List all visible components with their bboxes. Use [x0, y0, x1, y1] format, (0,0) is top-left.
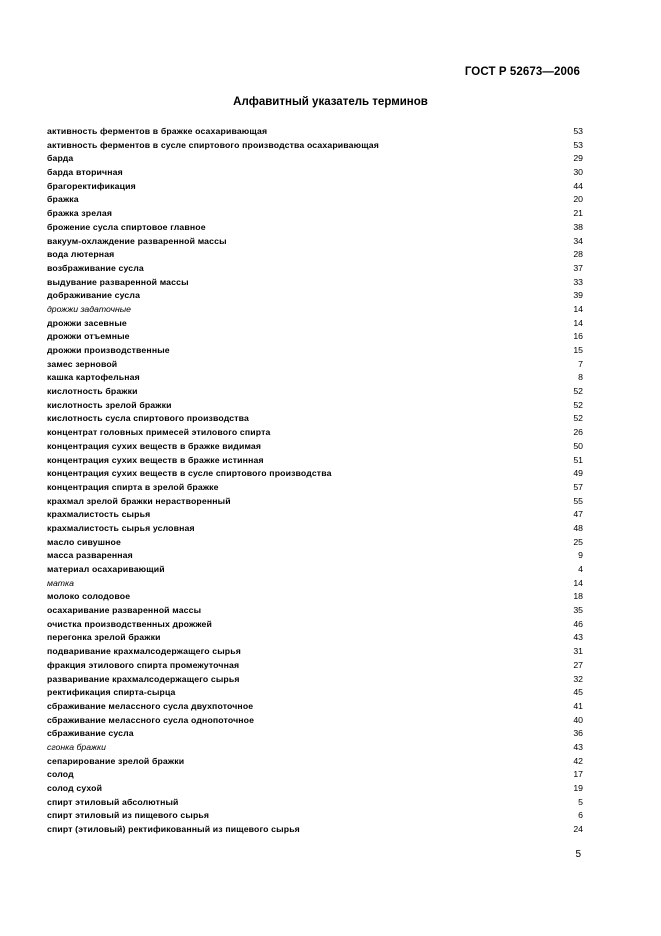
index-entry-page: 27 [573, 659, 583, 670]
index-entry-term: подваривание крахмалсодержащего сырья [47, 646, 241, 657]
index-entry-term: матка [47, 577, 74, 588]
index-entry [47, 727, 583, 741]
index-entry-page: 52 [573, 386, 583, 397]
index-entry-page: 52 [573, 413, 583, 424]
index-entry-page: 4 [578, 564, 583, 574]
index-entry [47, 604, 583, 618]
index-entry-page: 37 [573, 262, 583, 273]
index-entry [47, 768, 583, 782]
index-entry-page: 8 [578, 372, 583, 383]
index-entry [47, 193, 583, 207]
index-entry-term: барда [47, 153, 74, 164]
index-entry [47, 454, 583, 468]
index-entry-term: дображивание сусла [47, 290, 141, 301]
index-entry-term: спирт этиловый из пищевого сырья [47, 810, 210, 821]
index-entry-page: 26 [573, 427, 583, 438]
index-entry [47, 508, 583, 522]
index-entry-page: 32 [573, 673, 583, 684]
index-entry-page: 53 [573, 139, 583, 150]
index-entry-page: 15 [573, 345, 583, 355]
index-entry-term: вакуум-охлаждение разваренной массы [47, 235, 227, 246]
index-entry-term: замес зерновой [47, 358, 118, 369]
index-entry-page: 20 [573, 194, 583, 205]
index-entry-page: 33 [573, 276, 583, 287]
index-entry-page: 42 [573, 755, 583, 766]
index-entry-term: материал осахаривающий [47, 564, 165, 574]
index-entry [47, 426, 583, 440]
index-entry [47, 536, 583, 550]
index-entry [47, 659, 583, 673]
index-entry-page: 53 [573, 126, 583, 136]
index-entry [47, 440, 583, 454]
index-entry-term: сбраживание мелассного сусла однопоточное [47, 714, 255, 725]
index-entry [47, 152, 583, 166]
page-title: Алфавитный указатель терминов [233, 96, 428, 108]
index-entry-page: 28 [573, 249, 583, 260]
page-number: 5 [575, 849, 581, 860]
index-entry-page: 5 [578, 796, 583, 807]
index-entry [47, 809, 583, 823]
index-entry-page: 40 [573, 714, 583, 725]
index-entry-term: крахмалистость сырья [47, 509, 151, 520]
index-entry-term: концентрат головных примесей этилового спирта [47, 427, 271, 438]
index-entry [47, 248, 583, 262]
index-entry-page: 24 [573, 824, 583, 835]
index-entry-term: кашка картофельная [47, 372, 140, 383]
index-entry [47, 166, 583, 180]
index-entry-term: дрожжи засевные [47, 317, 127, 328]
index-entry-term: концентрация сухих веществ в сусле спиртового производства [47, 468, 332, 479]
index-entry-page: 43 [573, 632, 583, 643]
index-entry [47, 412, 583, 426]
index-entry-term: разваривание крахмалсодержащего сырья [47, 673, 240, 684]
index-entry [47, 741, 583, 755]
index-entry-term: брагоректификация [47, 180, 136, 191]
index-entry [47, 796, 583, 810]
index-entry-term: ректификация спирта-сырца [47, 687, 176, 698]
index-entry-page: 9 [578, 550, 583, 561]
index-entry [47, 303, 583, 317]
index-entry-page: 31 [573, 646, 583, 657]
index-entry-term: бражка [47, 194, 79, 205]
index-entry [47, 714, 583, 728]
index-entry [47, 276, 583, 290]
index-entry [47, 700, 583, 714]
index-entry-term: сбраживание сусла [47, 728, 134, 739]
index-entry-term: кислотность бражки [47, 386, 138, 397]
index-entry-term: брожение сусла спиртовое главное [47, 221, 206, 232]
index-entry-term: солод [47, 769, 74, 780]
index-entry-term: дрожжи производственные [47, 345, 170, 355]
index-entry-term: перегонка зрелой бражки [47, 632, 161, 643]
index-entry-term: кислотность сусла спиртового производства [47, 413, 250, 424]
index-entry [47, 590, 583, 604]
index-entry [47, 317, 583, 331]
index-entry-page: 17 [573, 769, 583, 780]
index-entry-page: 14 [573, 577, 583, 588]
index-entry-page: 21 [573, 208, 583, 219]
index-entry-term: сгонка бражки [47, 741, 106, 752]
index-entry-term: дрожжи отъемные [47, 331, 130, 342]
index-entry-term: бражка зрелая [47, 208, 113, 219]
index-entry-term: очистка производственных дрожжей [47, 618, 212, 629]
index-entry [47, 207, 583, 221]
index-entry-page: 45 [573, 687, 583, 698]
index-entry [47, 358, 583, 372]
index-entry [47, 330, 583, 344]
index-entry-page: 7 [578, 358, 583, 369]
index-entry [47, 289, 583, 303]
index-entry [47, 125, 583, 139]
index-entry [47, 618, 583, 632]
index-entry-page: 14 [573, 317, 583, 328]
index-entry-page: 57 [573, 481, 583, 492]
index-entry-term: активность ферментов в сусле спиртового производства осахаривающая [47, 139, 379, 150]
index-entry-term: активность ферментов в бражке осахаривающая [47, 126, 268, 136]
index-entry-page: 38 [573, 221, 583, 232]
index-entry-page: 50 [573, 440, 583, 451]
index-entry-page: 43 [573, 741, 583, 752]
index-entry-term: масло сивушное [47, 536, 121, 547]
index-entry [47, 563, 583, 577]
index-entry-page: 19 [573, 783, 583, 793]
index-entry-page: 36 [573, 728, 583, 739]
index-entry-term: дрожжи задаточные [47, 303, 131, 314]
index-entry [47, 481, 583, 495]
index-entry-page: 30 [573, 167, 583, 178]
index-entry-page: 44 [573, 180, 583, 191]
index-entry [47, 577, 583, 591]
index-entry-page: 51 [573, 454, 583, 465]
index-entry-term: солод сухой [47, 783, 103, 793]
index-entry-page: 25 [573, 536, 583, 547]
index-entry [47, 371, 583, 385]
index-entry [47, 221, 583, 235]
index-entry [47, 385, 583, 399]
index-entry [47, 782, 583, 796]
index-entry-term: крахмалистость сырья условная [47, 522, 195, 533]
index-entry-page: 6 [578, 810, 583, 821]
index-entry [47, 686, 583, 700]
index-entry-page: 47 [573, 509, 583, 520]
index-entry [47, 344, 583, 358]
index-entry-term: концентрация спирта в зрелой бражке [47, 481, 219, 492]
index-entry [47, 645, 583, 659]
index-entry-term: спирт этиловый абсолютный [47, 796, 179, 807]
index-entry [47, 755, 583, 769]
index-entry-term: вода лютерная [47, 249, 115, 260]
index-entry-term: масса разваренная [47, 550, 133, 561]
index-entry-page: 14 [573, 303, 583, 314]
index-entry-page: 35 [573, 605, 583, 616]
index-entry-term: фракция этилового спирта промежуточная [47, 659, 240, 670]
index-entry-page: 52 [573, 399, 583, 410]
index-entry-term: барда вторичная [47, 167, 123, 178]
index-entry [47, 262, 583, 276]
term-index-list [47, 125, 583, 837]
index-entry [47, 235, 583, 249]
index-entry-page: 34 [573, 235, 583, 246]
index-entry [47, 180, 583, 194]
index-entry [47, 823, 583, 837]
index-entry-page: 18 [573, 591, 583, 602]
index-entry-page: 48 [573, 522, 583, 533]
index-entry-term: молоко солодовое [47, 591, 131, 602]
standard-designation: ГОСТ Р 52673—2006 [464, 66, 580, 78]
index-entry [47, 522, 583, 536]
index-entry-page: 55 [573, 495, 583, 506]
index-entry-page: 49 [573, 468, 583, 479]
index-entry-term: осахаривание разваренной массы [47, 605, 202, 616]
index-entry-term: концентрация сухих веществ в бражке видимая [47, 440, 262, 451]
index-entry-page: 29 [573, 153, 583, 164]
index-entry-page: 16 [573, 331, 583, 342]
index-entry [47, 673, 583, 687]
index-entry-term: сбраживание мелассного сусла двухпоточное [47, 700, 254, 711]
index-entry-term: спирт (этиловый) ректификованный из пищевого сырья [47, 824, 300, 835]
index-entry-term: возбраживание сусла [47, 262, 144, 273]
index-entry [47, 399, 583, 413]
index-entry-term: крахмал зрелой бражки нерастворенный [47, 495, 231, 506]
index-entry-page: 41 [573, 700, 583, 711]
index-entry-page: 46 [573, 618, 583, 629]
index-entry [47, 467, 583, 481]
index-entry-term: кислотность зрелой бражки [47, 399, 172, 410]
index-entry-term: концентрация сухих веществ в бражке истинная [47, 454, 264, 465]
index-entry-term: выдувание разваренной массы [47, 276, 189, 287]
index-entry [47, 495, 583, 509]
index-entry-term: сепарирование зрелой бражки [47, 755, 185, 766]
index-entry [47, 139, 583, 153]
index-entry [47, 631, 583, 645]
index-entry [47, 549, 583, 563]
index-entry-page: 39 [573, 290, 583, 301]
